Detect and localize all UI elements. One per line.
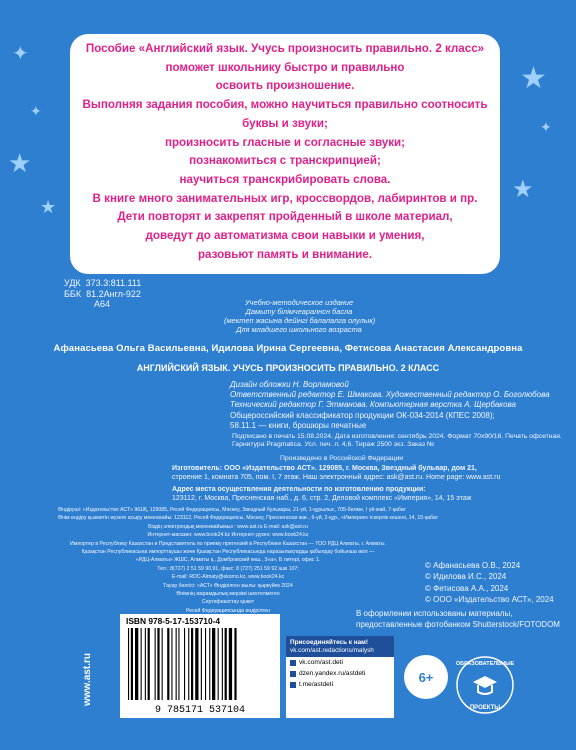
age-rating-badge: 6+	[404, 655, 448, 699]
description-line: познакомиться с транскрипцией;	[189, 154, 381, 168]
telegram-icon	[290, 682, 296, 688]
copyright-line: © Фетисова А.А., 2024	[425, 583, 509, 593]
manufacturer-block	[172, 465, 500, 482]
bbk-value: 81.2Англ-922	[86, 288, 141, 299]
dzen-icon	[290, 671, 296, 677]
description-line: разовьют память и внимание.	[197, 247, 373, 261]
barcode-bar	[222, 628, 223, 700]
design-note-line: В оформлении использованы материалы,	[356, 609, 513, 618]
kz-line: Өндіруші: «Издательство АСТ» ЖШҚ, 129085, Ресей Федерациясы, Мәскеу, Звездный бульвары, 21-үй, 1-құрылыс, 705-бөлме, I үй-жай, 7-қабат	[58, 507, 406, 513]
edition-type-line: Дамыту бiлiмчеаралнсн басла	[245, 307, 353, 316]
barcode-bar	[188, 628, 189, 700]
credit-line: Дизайн обложки Н. Ворламовой	[230, 380, 349, 389]
kz-line: Өнім өндіру қызметін жүзеге асыру мекенжайы: 123112, Ресей Федерациясы, Мәскеу, Пресненская жағ., 6-үй, 2-құр., «Империя» іскерлік кешені, 14, 15-қабат	[58, 515, 438, 522]
barcode-bar	[128, 628, 129, 700]
barcode-bar	[205, 628, 206, 700]
barcode-bar	[135, 628, 138, 700]
kz-line: Тауар белгісі: «АСТ» Өндірілген жылы: қыркүйек 2024	[163, 582, 293, 589]
description-line: буквы и звуки;	[242, 116, 328, 130]
description-line: Пособие «Английский язык. Учусь произносить правильно. 2 класс»	[85, 42, 485, 55]
social-link-vk[interactable]: vk.com/ast.deti	[286, 657, 394, 668]
description-card	[70, 34, 500, 274]
production-address-line: Адрес места осуществления деятельности по изготовлению продукции:	[172, 486, 426, 493]
isbn-label: ISBN 978-5-17-153710-4	[126, 616, 221, 626]
credit-line: Общероссийский классификатор продукции ОК-034-2014 (КПЕС 2008);	[230, 410, 495, 420]
description-line: поможет школьнику быстро и правильно	[165, 60, 405, 74]
isbn-barcode-box	[120, 614, 280, 718]
star-decoration-icon: ★	[520, 62, 547, 95]
social-link-telegram[interactable]: t.me/astdeti	[286, 679, 394, 690]
barcode-bar	[155, 628, 156, 700]
social-links-box	[286, 636, 394, 718]
copyright-line: © Афанасьева О.В., 2024	[425, 561, 521, 570]
print-info-line: Подписано в печать 15.08.2024. Дата изготовления: сентябрь 2024. Формат 70х90/16. Печать офсетная.	[232, 433, 562, 440]
educational-projects-logo-icon	[455, 652, 515, 718]
manufacturer-line: строение 1, комната 705, пом. I, 7 этаж. Наш электронный адрес: ask@ast.ru. Home page: www.ast.ru	[172, 473, 501, 481]
social-title: Присоединяйтесь к нам! vk.com/ast.redactions/malysh	[286, 636, 394, 657]
book-title: АНГЛИЙСКИЙ ЯЗЫК. УЧУСЬ ПРОИЗНОСИТЬ ПРАВИЛЬНО. 2 КЛАСС	[136, 363, 440, 373]
star-decoration-icon: ✦	[12, 43, 29, 65]
copyright-line: © Идилова И.С., 2024	[425, 572, 507, 582]
authors: Афанасьева Ольга Васильевна, Идилова Ирина Сергеевна, Фетисова Анастасия Александровна	[53, 343, 523, 354]
barcode-bar	[171, 628, 172, 700]
svg-text:ОБРАЗОВАТЕЛЬНЫЕ: ОБРАЗОВАТЕЛЬНЫЕ	[455, 661, 515, 667]
print-info	[232, 433, 562, 449]
kz-line: Ресей Федерациясында өндірілген	[185, 607, 271, 614]
barcode-number: 9 785171 537104	[154, 705, 245, 716]
barcode-icon	[126, 628, 274, 702]
kz-line: Өнімнің жарамдылық мерзімі шектелмеген	[176, 591, 280, 598]
description-line: освоить произношение.	[215, 79, 355, 93]
social-url-link[interactable]: vk.com/ast.redactions/malysh	[290, 646, 374, 654]
copyright-line: © ООО «Издательство АСТ», 2024	[425, 595, 554, 605]
barcode-bar	[167, 628, 169, 700]
credit-line: Ответственный редактор Е. Шмакова. Художественный редактор О. Боголюбова	[230, 390, 550, 400]
bbk-label: ББК	[64, 288, 82, 299]
description-line: научиться транскрибировать слова.	[179, 172, 391, 186]
udk-value: 373.3:811.111	[85, 278, 142, 288]
social-link-dzen[interactable]: dzen.yandex.ru/astdeti	[286, 668, 394, 679]
copyright-block	[425, 560, 554, 606]
description-line: произносить гласные и согласные звуки;	[164, 135, 406, 149]
barcode-bar	[184, 628, 185, 700]
barcode-bar	[141, 628, 142, 700]
star-decoration-icon: ★	[40, 197, 57, 217]
star-decoration-icon: ★	[8, 148, 32, 178]
star-decoration-icon: ✦	[30, 103, 42, 119]
author-mark: А64	[94, 299, 111, 309]
description-line: В книге много занимательных игр, кроссвордов, лабиринтов и пр.	[92, 191, 478, 205]
description-text	[70, 34, 500, 270]
barcode-bar	[145, 628, 146, 700]
kz-line: Қазақстан Республикасына импорттаушы және Қазақстан Республикасында наразылықтарды қабылдау бойынша өкіл —	[81, 549, 375, 556]
edition-type-line: Учебно-методическое издание	[244, 298, 354, 307]
production-address-block	[172, 486, 471, 503]
production-address-line: 123112, г. Москва, Пресненская наб., д. 6, стр. 2, Деловой комплекс «Империя», 14, 15 этаж	[172, 494, 472, 502]
site-vertical-label: www.ast.ru	[82, 653, 93, 706]
credits-block	[230, 380, 550, 431]
star-decoration-icon: ✦	[540, 119, 552, 135]
description-line: Выполняя задания пособия, можно научиться правильно соотносить	[82, 98, 488, 112]
barcode-bar	[229, 628, 232, 700]
credit-line: Технический редактор Г. Этманова. Компьютерная верстка А. Щербакова	[230, 400, 516, 410]
barcode-bar	[191, 628, 193, 700]
star-decoration-icon: ★	[512, 176, 534, 203]
barcode-bar	[176, 628, 177, 700]
manufacturer-line: Изготовитель: ООО «Издательство АСТ». 129085, г. Москва, Звездный бульвар, дом 21,	[172, 465, 477, 472]
kz-line: Тел.: 8(727) 2 51 59 90,91, факс: 8 (727) 251 59 92 ішкі 107;	[157, 565, 299, 572]
kz-line: «РДЦ-Алматы» ЖШС, Алматы қ., Домбровский көш., 3«а», Б литері, офис 1.	[135, 557, 321, 564]
barcode-bar	[201, 628, 202, 700]
barcode-bar	[225, 628, 227, 700]
barcode-bar	[234, 628, 236, 700]
kz-line: Интернет-магазин: www.book24.kz Интернет-дүкен: www.book24.kz	[147, 532, 309, 539]
barcode-bar	[218, 628, 219, 700]
kz-line: Импортер в Республику Казахстан и Представитель по приему претензий в Республике Казахстан — ТОО РДЦ Алматы, г. Алматы.	[70, 540, 386, 547]
produced-in: Произведено в Российской Федерации	[280, 455, 404, 462]
barcode-bar	[162, 628, 163, 700]
barcode-bar	[148, 628, 150, 700]
barcode-bar	[212, 628, 215, 700]
description-line: доведут до автоматизма свои навыки и умения,	[145, 229, 425, 243]
edition-type-line: (мектеп жасына дейiнгi балалалга олулык)	[224, 316, 376, 325]
credit-line: 58.11.1 — книги, брошюры печатные	[230, 420, 367, 430]
barcode-bar	[157, 628, 159, 700]
kz-line: Сертификаттау қажет	[201, 599, 255, 606]
svg-text:ПРОЕКТЫ: ПРОЕКТЫ	[469, 705, 501, 711]
barcode-bar	[209, 628, 210, 700]
design-note-line: предоставленные фотобанком Shutterstock/FOTODOM	[356, 620, 560, 629]
edition-type-block	[224, 298, 374, 334]
vk-icon	[290, 660, 296, 666]
kz-info-block	[58, 506, 438, 615]
kz-line: E-mail: RDC-Almaty@eksmo.kz, www.book24.kz	[171, 574, 285, 581]
udk-label: УДК	[64, 278, 81, 288]
print-info-line: Гарнитура Pragmatica. Усл. печ. л. 4,6. Тираж 2500 экз. Заказ №	[232, 441, 435, 448]
barcode-bar	[195, 628, 198, 700]
edition-type-line: Для младшего школьного возраста	[236, 325, 362, 334]
kz-line: Біздің электрондық мекенжайымыз : www.ast.ru E-mail: ask@ast.ru	[148, 523, 308, 530]
design-note	[356, 608, 560, 630]
udk-block	[64, 278, 141, 310]
barcode-bar	[131, 628, 133, 700]
barcode-bar	[178, 628, 179, 700]
description-line: Дети повторят и закрепят пройденный в школе материал,	[117, 210, 453, 224]
